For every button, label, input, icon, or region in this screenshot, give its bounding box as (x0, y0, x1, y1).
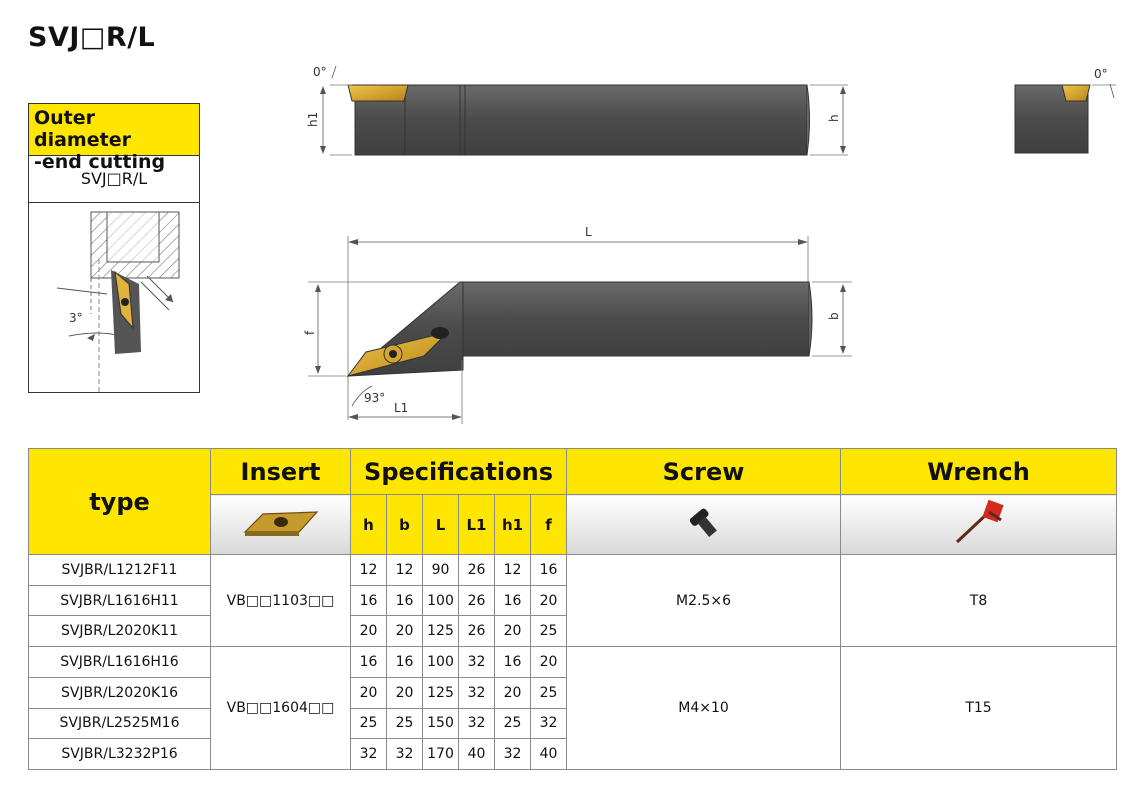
application-heading: Outer diameter -end cutting (29, 104, 199, 156)
spec-cell: 20 (351, 616, 387, 647)
spec-cell: 20 (495, 616, 531, 647)
clearance-angle-label: 3° (69, 311, 83, 325)
spec-cell: 40 (459, 739, 495, 770)
spec-cell: 32 (459, 647, 495, 678)
side-view-toolholder (306, 65, 848, 155)
insert-image-cell (211, 495, 351, 555)
table-row-type: SVJBR/L3232P16 (29, 739, 211, 770)
spec-cell: 32 (459, 708, 495, 739)
spec-cell: 20 (351, 677, 387, 708)
top-view-toolholder (303, 225, 852, 424)
insert-code-cell: VB□□1604□□ (211, 647, 351, 770)
spec-cell: 90 (423, 555, 459, 586)
spec-cell: 125 (423, 616, 459, 647)
table-row-type: SVJBR/L2525M16 (29, 708, 211, 739)
spec-cell: 32 (387, 739, 423, 770)
spec-cell: 20 (387, 677, 423, 708)
wrench-header: Wrench (841, 449, 1117, 495)
holder-code-label: SVJ□R/L (29, 156, 199, 203)
spec-cell: 16 (495, 585, 531, 616)
L-dimension-label: L (585, 225, 592, 239)
spec-cell: 12 (387, 555, 423, 586)
spec-cell: 32 (459, 677, 495, 708)
spec-cell: 25 (495, 708, 531, 739)
spec-cell: 20 (531, 585, 567, 616)
spec-cell: 40 (531, 739, 567, 770)
spec-col-f: f (531, 495, 567, 555)
spec-cell: 16 (387, 647, 423, 678)
spec-col-b: b (387, 495, 423, 555)
table-row-type: SVJBR/L2020K11 (29, 616, 211, 647)
spec-cell: 26 (459, 555, 495, 586)
L1-dimension-label: L1 (394, 401, 409, 415)
spec-cell: 12 (351, 555, 387, 586)
end-rake-angle-label: 0° (1094, 67, 1108, 81)
cutting-application-figure (29, 204, 199, 392)
side-rake-angle-label: 0° (313, 65, 327, 79)
application-legend-card (28, 103, 200, 393)
specification-table (28, 448, 1117, 770)
spec-cell: 12 (495, 555, 531, 586)
spec-cell: 16 (495, 647, 531, 678)
insert-header: Insert (211, 449, 351, 495)
spec-cell: 150 (423, 708, 459, 739)
spec-cell: 16 (387, 585, 423, 616)
page-title: SVJ□R/L (28, 22, 156, 53)
spec-cell: 25 (531, 677, 567, 708)
spec-cell: 20 (531, 647, 567, 678)
table-row-type: SVJBR/L2020K16 (29, 677, 211, 708)
torx-screw-icon (684, 503, 724, 543)
spec-cell: 20 (495, 677, 531, 708)
screw-header: Screw (567, 449, 841, 495)
screw-size-cell: M2.5×6 (567, 555, 841, 647)
h-dimension-label: h (827, 114, 841, 122)
b-dimension-label: b (827, 312, 841, 320)
spec-cell: 26 (459, 585, 495, 616)
spec-cell: 20 (387, 616, 423, 647)
spec-cell: 170 (423, 739, 459, 770)
spec-cell: 26 (459, 616, 495, 647)
spec-col-h1: h1 (495, 495, 531, 555)
spec-cell: 100 (423, 647, 459, 678)
spec-cell: 25 (351, 708, 387, 739)
spec-cell: 16 (351, 647, 387, 678)
rhombic-insert-icon (241, 506, 321, 540)
type-header: type (29, 449, 211, 555)
specifications-header: Specifications (351, 449, 567, 495)
approach-angle-label: 93° (364, 391, 386, 405)
table-row-type: SVJBR/L1212F11 (29, 555, 211, 586)
screw-image-cell (567, 495, 841, 555)
spec-col-L1: L1 (459, 495, 495, 555)
table-row-type: SVJBR/L1616H11 (29, 585, 211, 616)
screw-size-cell: M4×10 (567, 647, 841, 770)
spec-cell: 32 (531, 708, 567, 739)
end-view-toolholder (1015, 67, 1116, 153)
spec-cell: 32 (351, 739, 387, 770)
spec-cell: 125 (423, 677, 459, 708)
spec-cell: 16 (531, 555, 567, 586)
wrench-image-cell (841, 495, 1117, 555)
wrench-size-cell: T8 (841, 555, 1117, 647)
wrench-size-cell: T15 (841, 647, 1117, 770)
spec-cell: 100 (423, 585, 459, 616)
table-row-type: SVJBR/L1616H16 (29, 647, 211, 678)
spec-col-h: h (351, 495, 387, 555)
torx-wrench-icon (949, 498, 1009, 548)
f-dimension-label: f (303, 330, 317, 335)
insert-code-cell: VB□□1103□□ (211, 555, 351, 647)
spec-cell: 25 (531, 616, 567, 647)
spec-cell: 32 (495, 739, 531, 770)
spec-col-L: L (423, 495, 459, 555)
h1-dimension-label: h1 (306, 111, 320, 127)
spec-cell: 25 (387, 708, 423, 739)
spec-cell: 16 (351, 585, 387, 616)
